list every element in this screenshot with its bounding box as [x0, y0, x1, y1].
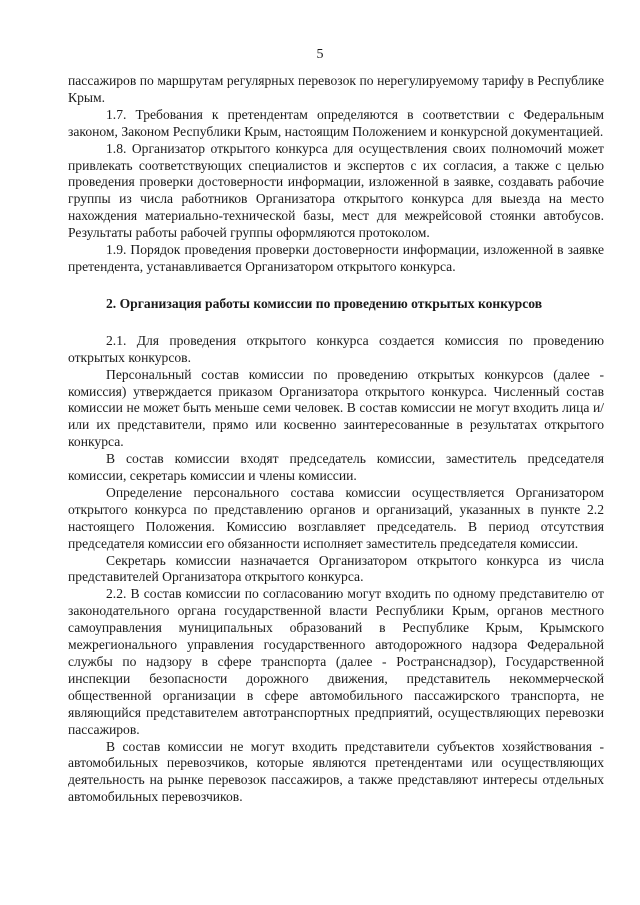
document-body: [68, 73, 604, 806]
paragraph-1-8: 1.8. Организатор открытого конкурса для осуществления своих полномочий может привлекать соответствующих специалистов и экспертов с их согласия, а также с целью проведения проверки достоверности информации, изложенной в заявке, создавать рабочие группы из числа работников Организатора открытого конкурса для выезда на место нахождения материально-технической базы, мест для межрейсовой стоянки автобусов. Результаты работы рабочей группы оформляются протоколом.: [68, 140, 604, 241]
paragraph-commission-composition: Персональный состав комиссии по проведению открытых конкурсов (далее - комиссия) утверждается приказом Организатора открытого конкурса. Численный состав комиссии не может быть меньше семи человек. В состав комиссии не могут входить лица и/или их представители, прямо или косвенно заинтересованные в результатах открытого конкурса.: [68, 366, 604, 450]
paragraph-1-7: 1.7. Требования к претендентам определяются в соответствии с Федеральным законом, Законом Республики Крым, настоящим Положением и конкурсной документацией.: [68, 106, 604, 139]
section-heading: 2. Организация работы комиссии по проведению открытых конкурсов: [106, 295, 543, 311]
page-number: 5: [316, 47, 324, 62]
paragraph-1-9: 1.9. Порядок проведения проверки достоверности информации, изложенной в заявке претендента, устанавливается Организатором открытого конкурса.: [68, 242, 604, 274]
paragraph-2-2: 2.2. В состав комиссии по согласованию могут входить по одному представителю от законодательного органа государственной власти Республики Крым, органов местного самоуправления муниципальных образований в Республике Крым, Крымского межрегионального управления государственного автодорожного надзора Федеральной службы по надзору в сфере транспорта (далее - Ространснадзор), Государственной инспекции безопасности дорожного движения, представитель некоммерческой общественной организации в сфере автомобильного пассажирского транспорта, не являющийся представителем автотранспортных предприятий, осуществляющих перевозки пассажиров.: [68, 586, 604, 737]
paragraph-commission-members: В состав комиссии входят председатель комиссии, заместитель председателя комиссии, секретарь комиссии и члены комиссии.: [68, 451, 604, 484]
paragraph-2-1: 2.1. Для проведения открытого конкурса создается комиссия по проведению открытых конкурсов.: [68, 332, 604, 365]
paragraph-continuation: пассажиров по маршрутам регулярных перевозок по нерегулируемому тарифу в Республике Крым.: [68, 73, 604, 105]
paragraph-secretary: Секретарь комиссии назначается Организатором открытого конкурса из числа представителей Организатора открытого конкурса.: [68, 552, 604, 585]
paragraph-composition-definition: Определение персонального состава комиссии осуществляется Организатором открытого конкурса по представлению органов и организаций, указанных в пункте 2.2 настоящего Положения. Комиссию возглавляет председатель. В период отсутствия председателя комиссии его обязанности исполняет заместитель председателя комиссии.: [68, 484, 604, 551]
paragraph-exclusions: В состав комиссии не могут входить представители субъектов хозяйствования - автомобильных перевозчиков, которые являются претендентами или осуществляющих деятельность на рынке перевозок пассажиров, а также представляют интересы отдельных автомобильных перевозчиков.: [68, 738, 604, 805]
